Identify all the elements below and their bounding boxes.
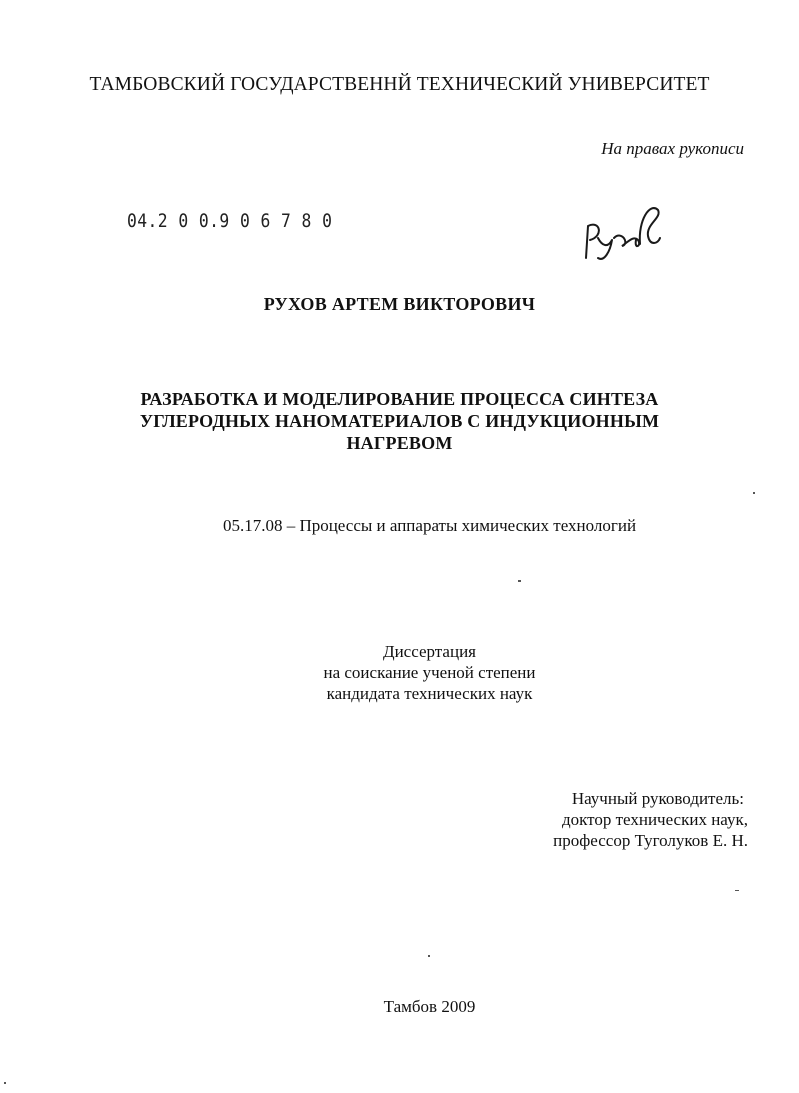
scientific-supervisor: [553, 788, 748, 851]
degree-statement: [0, 641, 799, 704]
dissertation-title: [0, 388, 799, 454]
manuscript-rights-note: На правах рукописи: [601, 139, 744, 158]
university-name: ТАМБОВСКИЙ ГОСУДАРСТВЕННЙ ТЕХНИЧЕСКИЙ УНИВЕРСИТЕТ: [89, 74, 710, 95]
title-line: УГЛЕРОДНЫХ НАНОМАТЕРИАЛОВ С ИНДУКЦИОННЫМ: [139, 411, 660, 431]
supervisor-name: профессор Туголуков Е. Н.: [553, 831, 748, 850]
specialty-code: 05.17.08 – Процессы и аппараты химических технологий: [222, 516, 637, 535]
title-line: НАГРЕВОМ: [346, 433, 453, 453]
scan-speck: [753, 492, 755, 494]
city-year: Тамбов 2009: [383, 997, 476, 1016]
supervisor-label: Научный руководитель:: [571, 789, 744, 808]
scan-speck: [4, 1082, 6, 1084]
scan-speck: [518, 580, 521, 582]
scan-speck: [428, 955, 430, 957]
scan-speck: [735, 890, 739, 891]
title-line: РАЗРАБОТКА И МОДЕЛИРОВАНИЕ ПРОЦЕССА СИНТЕЗА: [140, 389, 659, 409]
handwritten-signature: [578, 200, 668, 270]
degree-line: Диссертация: [382, 642, 476, 661]
degree-line: на соискание ученой степени: [323, 663, 536, 682]
supervisor-degree: доктор технических наук,: [561, 810, 748, 829]
author-name: РУХОВ АРТЕМ ВИКТОРОВИЧ: [263, 294, 536, 314]
degree-line: кандидата технических наук: [326, 684, 533, 703]
registry-stamp: 04.2 0 0.9 0 6 7 8 0: [127, 210, 333, 232]
